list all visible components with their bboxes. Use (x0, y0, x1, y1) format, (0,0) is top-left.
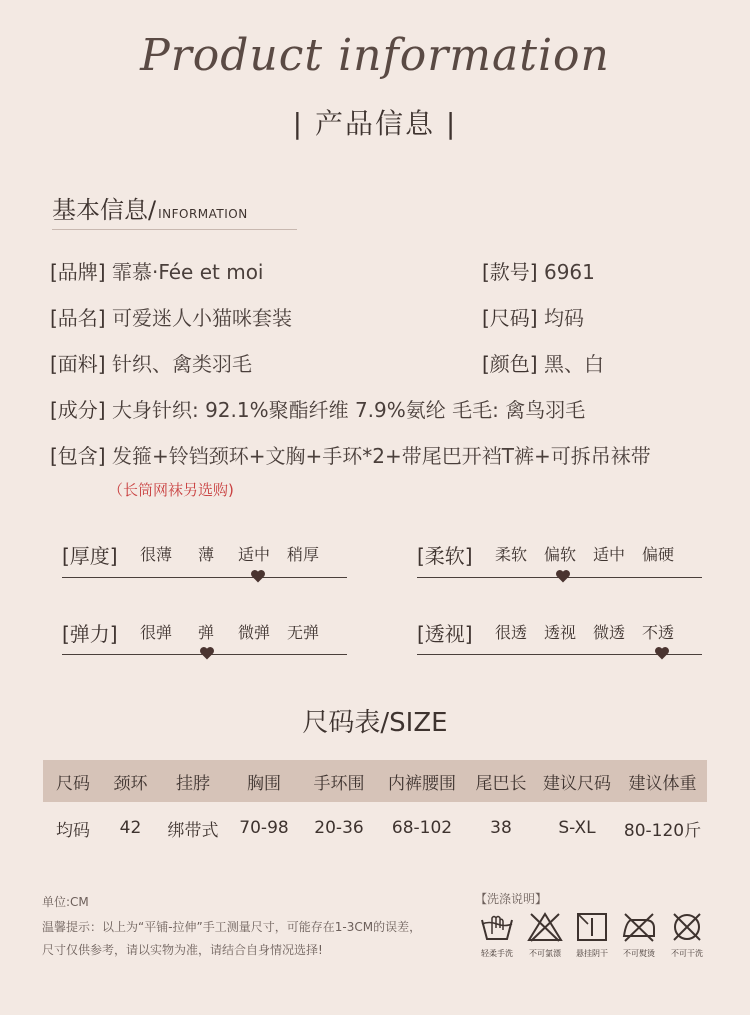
wash-label: 不可干洗 (671, 949, 703, 958)
size-table-header-row (43, 760, 707, 802)
table-cell: 70-98 (239, 818, 289, 838)
size-row (482, 302, 584, 331)
transparency-option: 微透 (593, 623, 626, 642)
softness-label: [柔软] (417, 544, 473, 568)
tip-line-1: 温馨提示：以上为“平铺-拉伸”手工测量尺寸，可能存在1-3CM的误差， (42, 920, 422, 934)
fabric-value: 针织、禽类羽毛 (111, 352, 252, 376)
table-header-cell: 手环围 (300, 760, 378, 802)
thickness-scale-line (62, 577, 347, 578)
includes-label: [包含] (50, 444, 106, 468)
table-cell: 38 (490, 818, 512, 838)
wash-title: 【洗涤说明】 (475, 892, 548, 906)
thickness-heart-marker-icon (250, 568, 266, 584)
table-cell: 80-120斤 (623, 820, 702, 841)
thickness-option: 薄 (198, 545, 215, 564)
hang-dry-icon (574, 912, 610, 942)
page-title: | 产品信息 | (292, 107, 458, 140)
transparency-heart-marker-icon (654, 645, 670, 661)
table-row (43, 802, 707, 854)
table-header-cell: 建议体重 (618, 760, 707, 802)
softness-heart-marker-icon (555, 568, 571, 584)
composition-value: 大身针织: 92.1%聚酯纤维 7.9%氨纶 毛毛: 禽鸟羽毛 (111, 398, 586, 422)
transparency-label: [透视] (417, 622, 473, 646)
table-cell: 42 (119, 818, 142, 838)
table-cell: 68-102 (391, 818, 453, 838)
table-header-cell: 建议尺码 (536, 760, 618, 802)
elasticity-heart-marker-icon (199, 645, 215, 661)
wash-label: 轻柔手洗 (481, 949, 513, 958)
tip-line-2: 尺寸仅供参考，请以实物为准，请结合自身情况选择! (42, 943, 323, 957)
wash-label: 不可氯漂 (529, 949, 561, 958)
thickness-label: [厚度] (62, 544, 118, 568)
color-value: 黑、白 (543, 352, 604, 376)
thickness-option: 很薄 (140, 545, 173, 564)
size-table (43, 760, 707, 854)
softness-option: 柔软 (495, 545, 528, 564)
transparency-option: 不透 (642, 623, 675, 642)
thickness-option: 适中 (238, 545, 271, 564)
table-cell: 绑带式 (167, 820, 219, 841)
includes-row (50, 440, 651, 469)
no-iron-icon (621, 912, 657, 942)
table-header-cell: 尾巴长 (466, 760, 536, 802)
size-value: 均码 (543, 306, 584, 330)
thickness-option: 稍厚 (287, 545, 320, 564)
wash-label: 不可熨烫 (623, 949, 655, 958)
hand-wash-icon (479, 912, 515, 942)
elasticity-label: [弹力] (62, 622, 118, 646)
transparency-option: 很透 (495, 623, 528, 642)
transparency-option: 透视 (544, 623, 577, 642)
table-cell: 20-36 (314, 818, 364, 838)
brand-value: 霏慕·Fée et moi (111, 260, 264, 284)
table-cell: S-XL (558, 818, 596, 838)
section-heading (52, 190, 248, 225)
name-label: [品名] (50, 306, 106, 330)
section-subtitle: INFORMATION (158, 207, 248, 221)
composition-row (50, 394, 585, 423)
section-divider (52, 229, 297, 230)
wash-label: 悬挂阴干 (576, 949, 608, 958)
table-header-cell: 颈环 (103, 760, 158, 802)
no-dry-clean-icon (669, 912, 705, 942)
table-header-cell: 胸围 (228, 760, 300, 802)
softness-option: 偏软 (544, 545, 577, 564)
composition-label: [成分] (50, 398, 106, 422)
elasticity-option: 弹 (198, 623, 215, 642)
name-value: 可爱迷人小猫咪套装 (111, 306, 292, 330)
includes-note: （长筒网袜另选购) (108, 481, 234, 499)
style-no-value: 6961 (543, 260, 595, 284)
elasticity-option: 无弹 (287, 623, 320, 642)
table-cell: 均码 (56, 820, 90, 841)
color-label: [颜色] (482, 352, 538, 376)
table-header-cell: 挂脖 (158, 760, 228, 802)
elasticity-option: 很弹 (140, 623, 173, 642)
elasticity-option: 微弹 (238, 623, 271, 642)
includes-value: 发箍+铃铛颈环+文胸+手环*2+带尾巴开裆T裤+可拆吊袜带 (111, 444, 651, 468)
section-title: 基本信息/ (52, 196, 157, 224)
unit-text: 单位:CM (42, 895, 89, 909)
script-title: Product information (140, 30, 610, 81)
fabric-label: [面料] (50, 352, 106, 376)
style-no-label: [款号] (482, 260, 538, 284)
fabric-row (50, 348, 252, 377)
size-chart-title: 尺码表/SIZE (302, 708, 448, 738)
no-bleach-icon (527, 912, 563, 942)
name-row (50, 302, 292, 331)
brand-label: [品牌] (50, 260, 106, 284)
softness-option: 偏硬 (642, 545, 675, 564)
style-no-row (482, 256, 595, 285)
table-header-cell: 内裤腰围 (378, 760, 466, 802)
color-row (482, 348, 604, 377)
brand-row (50, 256, 263, 285)
table-header-cell: 尺码 (43, 760, 103, 802)
softness-option: 适中 (593, 545, 626, 564)
size-label: [尺码] (482, 306, 538, 330)
